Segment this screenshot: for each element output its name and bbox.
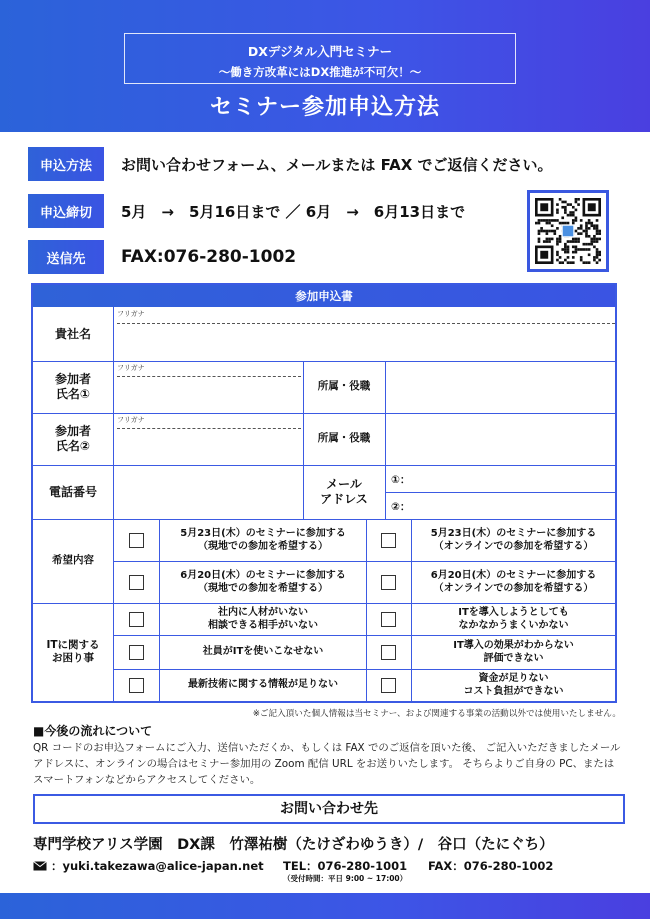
info-text-deadline: 5月 → 5月16日まで ／ 6月 → 6月13日まで [121, 202, 466, 221]
col-line [366, 603, 367, 701]
wish-checkbox-june-online[interactable] [381, 575, 396, 590]
header-banner [0, 0, 650, 132]
trouble-option: 社内に人材がいない 相談できる相手がいない [208, 606, 318, 631]
privacy-note: ※ご記入頂いた個人情報は当セミナー、および関連する事業の活動以外では使用いたしません。 [252, 709, 621, 719]
position-label: 所属・役職 [317, 432, 371, 445]
seminar-subtitle: 〜働き方改革にはDX推進が不可欠！〜 [218, 65, 422, 79]
wish-option: 6月20日(木）のセミナーに参加する （オンラインでの参加を希望する） [430, 569, 597, 594]
trouble-label: ITに関する お困り事 [46, 638, 100, 664]
participant1-name-field[interactable] [114, 377, 302, 412]
email2-label: ②： [391, 501, 411, 513]
contact-fax: FAX：076-280-1002 [428, 859, 554, 873]
col-line [113, 603, 114, 701]
trouble-checkbox-5[interactable] [129, 678, 144, 693]
phone-label: 電話番号 [48, 484, 97, 499]
page-title: セミナー参加申込方法 [209, 95, 440, 120]
participant1-position-field[interactable] [386, 362, 614, 412]
email2-field[interactable] [413, 493, 614, 518]
contact-tel: TEL：076-280-1001 [283, 859, 408, 873]
form-title: 参加申込書 [33, 285, 615, 307]
info-text-method: お問い合わせフォーム、メールまたは FAX でご返信ください。 [121, 155, 553, 174]
qr-code[interactable] [527, 190, 609, 272]
wish-option: 6月20日(木）のセミナーに参加する （現地での参加を希望する） [180, 569, 346, 594]
wish-checkbox-may-onsite[interactable] [129, 533, 144, 548]
info-label-destination: 送信先 [28, 240, 104, 274]
participant1-label: 参加者 氏名① [54, 372, 91, 401]
qr-code-image [535, 198, 601, 264]
contact-title: お問い合わせ先 [33, 794, 625, 824]
participant2-label: 参加者 氏名② [54, 424, 91, 453]
trouble-option: 社員がITを使いこなせない [202, 646, 324, 658]
contact-organization: 専門学校アリス学園 DX課 竹澤祐樹（たけざわゆうき）/ 谷口（たにぐち） [33, 837, 554, 853]
contact-email[interactable]: ：yuki.takezawa@alice-japan.net [51, 859, 264, 873]
position-label: 所属・役職 [317, 380, 371, 393]
application-form [31, 283, 617, 703]
flow-title: ■今後の流れについて [33, 724, 153, 738]
trouble-option: 最新技術に関する情報が足りない [188, 679, 338, 691]
wish-checkbox-may-online[interactable] [381, 533, 396, 548]
email1-field[interactable] [413, 466, 614, 491]
trouble-checkbox-4[interactable] [381, 645, 396, 660]
wish-option: 5月23日(木）のセミナーに参加する （オンラインでの参加を希望する） [430, 527, 597, 552]
trouble-checkbox-2[interactable] [381, 612, 396, 627]
furigana-label: フリガナ [117, 310, 145, 318]
participant2-name-field[interactable] [114, 429, 302, 464]
furigana-label: フリガナ [117, 416, 145, 424]
email-label: メール アドレス [320, 477, 368, 506]
trouble-option: IT導入の効果がわからない 評価できない [453, 639, 574, 664]
trouble-option: 資金が足りない コスト負担ができない [463, 672, 564, 697]
flow-body: QR コードのお申込フォームにご入力、送信いただくか、もしくは FAX でのご返信を頂いた後、 ご記入いただきましたメールアドレスに、オンラインの場合はセミナー参加用の Zoom 配信 URL をお送りいたします。 そちらよりご自身の PC、またはスマートフォンなどからアクセスしてください。 [33, 742, 621, 787]
seminar-name-box [124, 33, 516, 84]
col-line [113, 519, 114, 603]
trouble-checkbox-6[interactable] [381, 678, 396, 693]
wish-label: 希望内容 [52, 554, 94, 567]
col-line [366, 519, 367, 603]
mail-icon [33, 861, 47, 871]
seminar-name: DXデジタル入門セミナー [247, 44, 393, 59]
contact-hours: （受付時間：平日 9:00 ~ 17:00） [283, 874, 408, 883]
info-label-deadline: 申込締切 [28, 194, 104, 228]
wish-option: 5月23日(木）のセミナーに参加する （現地での参加を希望する） [180, 527, 346, 552]
trouble-checkbox-1[interactable] [129, 612, 144, 627]
furigana-label: フリガナ [117, 364, 145, 372]
phone-field[interactable] [114, 466, 302, 518]
trouble-checkbox-3[interactable] [129, 645, 144, 660]
trouble-option: ITを導入しようとしても なかなかうまくいかない [458, 606, 569, 631]
contact-email-line [33, 858, 264, 874]
info-label-method: 申込方法 [28, 147, 104, 181]
email1-label: ①： [391, 474, 411, 486]
footer-banner [0, 893, 650, 919]
company-field[interactable] [114, 324, 614, 360]
wish-checkbox-june-onsite[interactable] [129, 575, 144, 590]
participant2-position-field[interactable] [386, 414, 614, 464]
info-text-fax: FAX:076-280-1002 [121, 247, 297, 267]
company-label: 貴社名 [54, 326, 91, 341]
